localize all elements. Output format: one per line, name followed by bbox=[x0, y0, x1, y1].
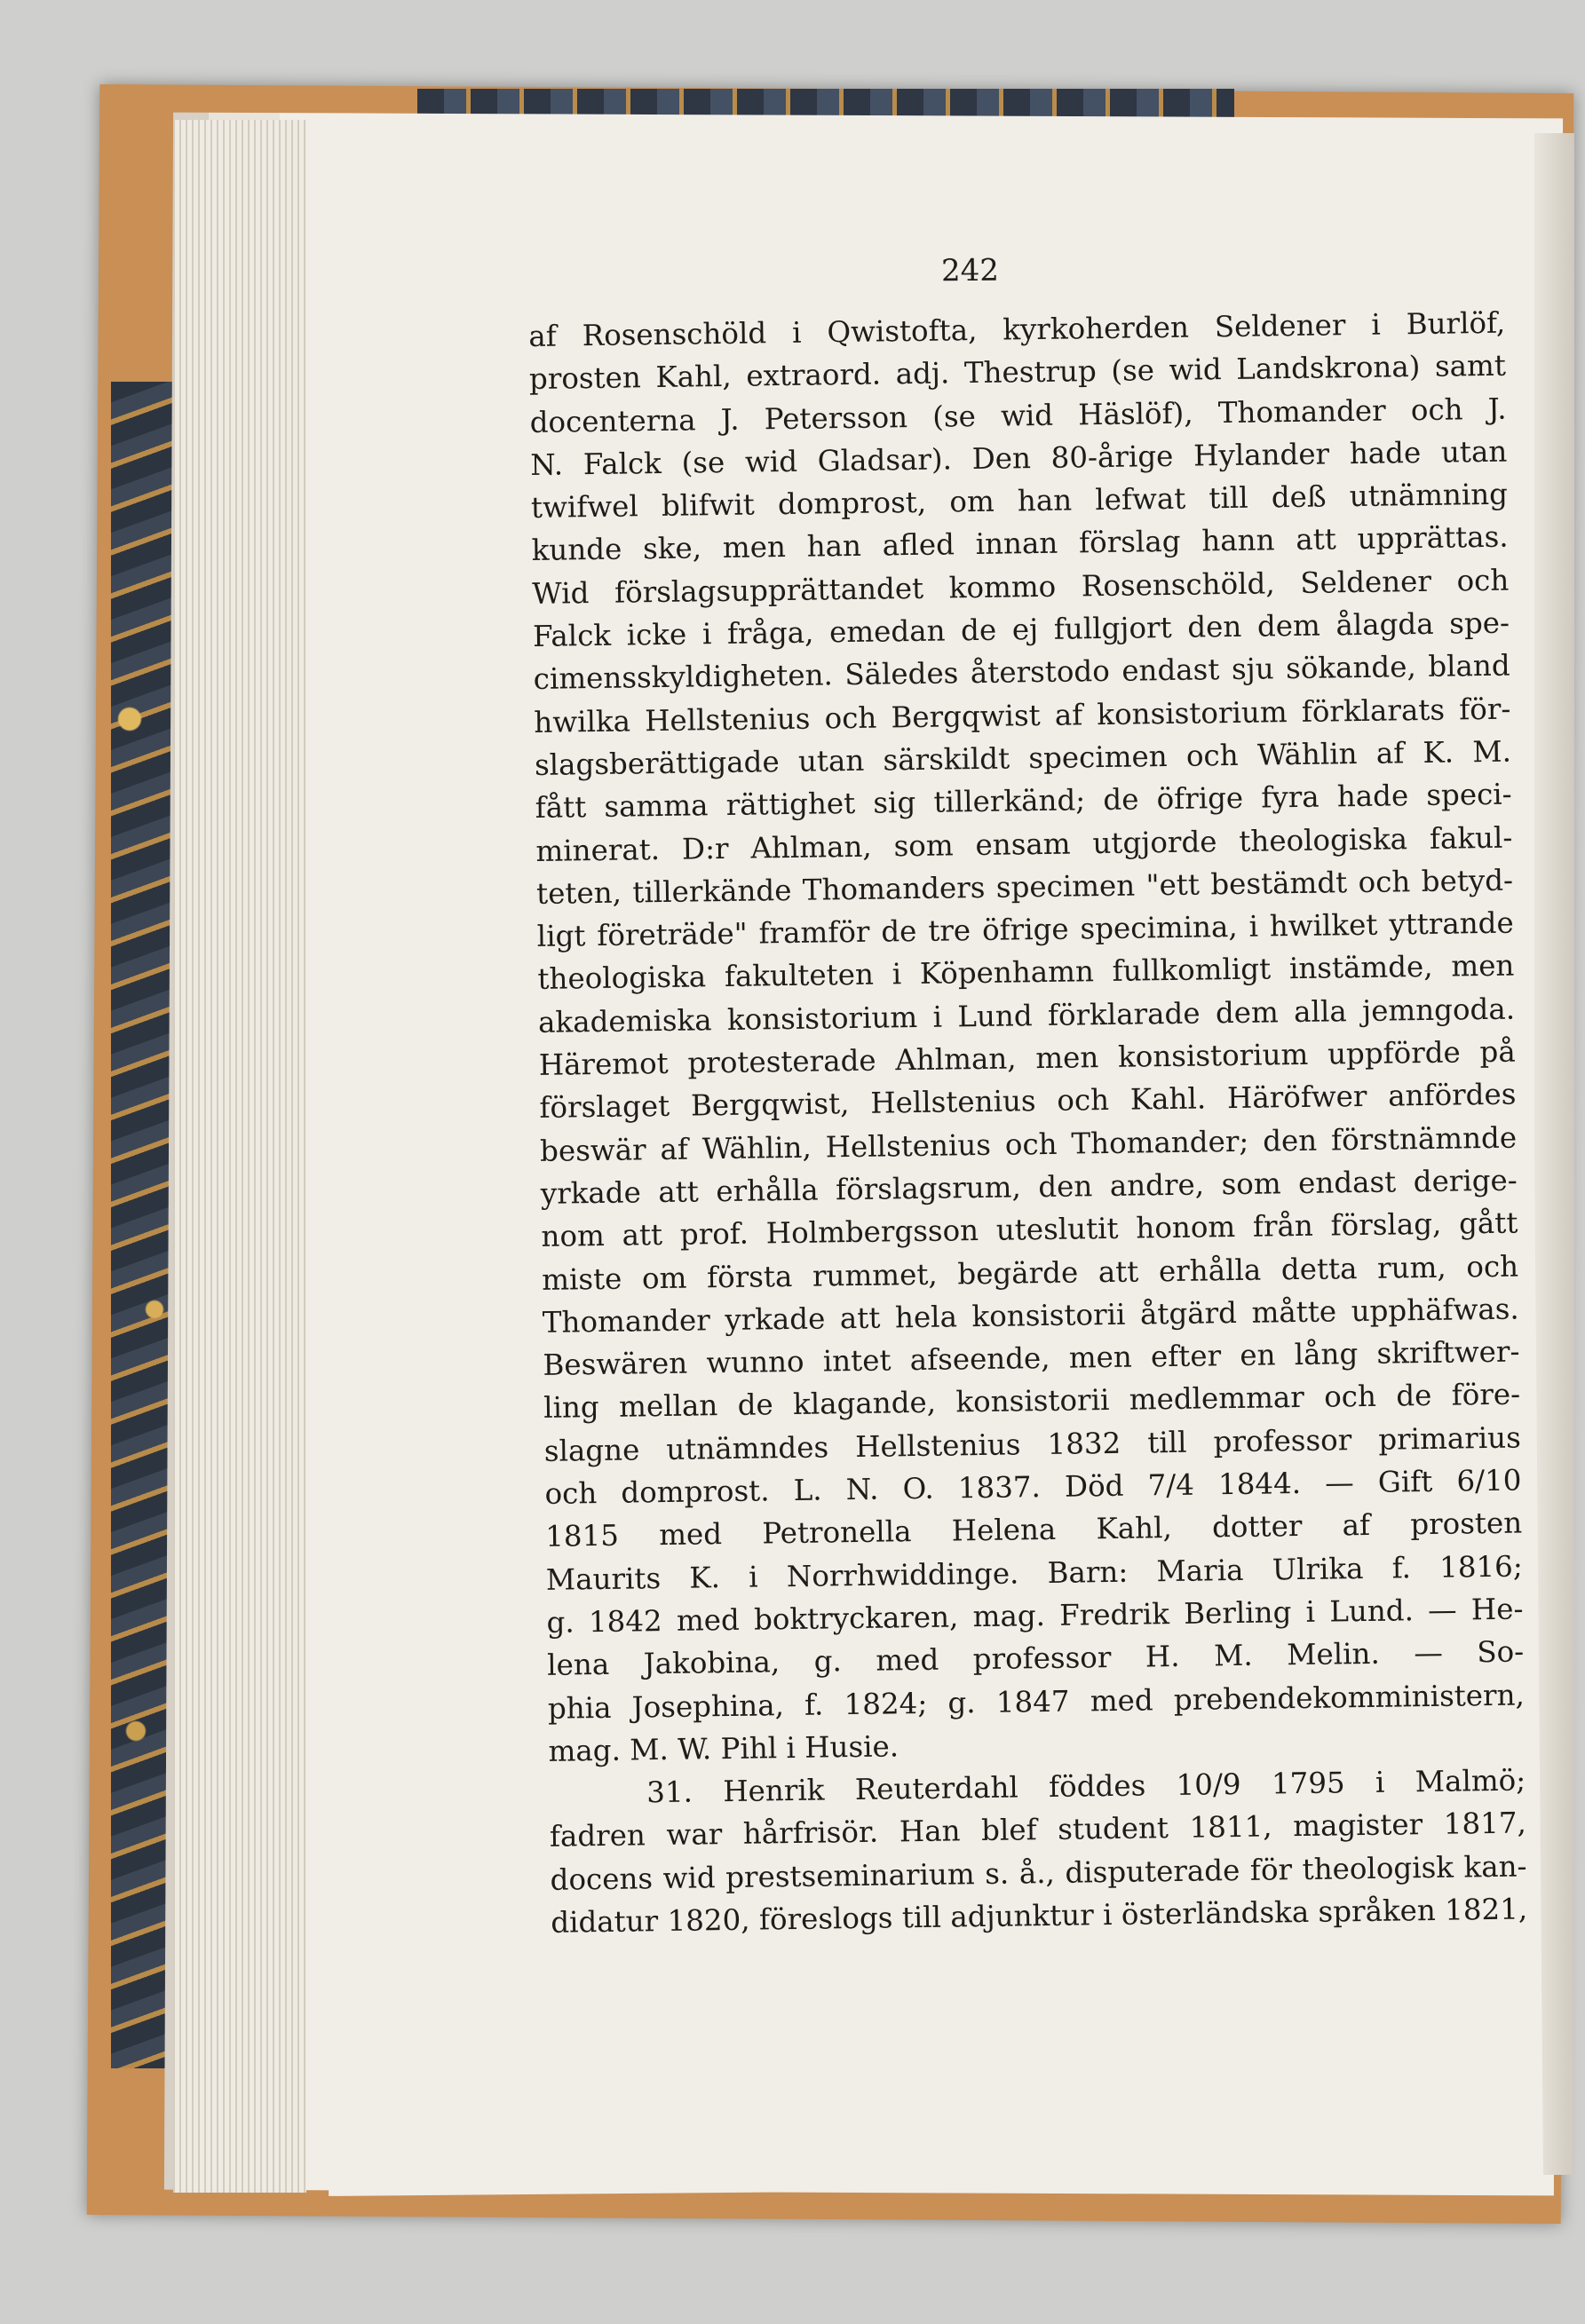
text-line: Thomander yrkade att hela konsistorii åtgärd måtte upphäfwas. bbox=[542, 1292, 1520, 1340]
text-line: lena Jakobina, g. med professor H. M. Melin. — So- bbox=[546, 1634, 1525, 1683]
text-line: kunde ske, men han afled innan förslag hann att upprättas. bbox=[531, 520, 1509, 568]
text-line: nom att prof. Holmbergsson uteslutit honom från förslag, gått bbox=[541, 1205, 1518, 1254]
text-line: Beswären wunno intet afseende, men efter en lång skriftwer- bbox=[543, 1334, 1520, 1383]
text-line: theologiska fakulteten i Köpenhamn fullkomligt instämde, men bbox=[537, 949, 1515, 997]
text-line: 1815 med Petronella Helena Kahl, dotter af prosten bbox=[544, 1506, 1523, 1554]
page-edges bbox=[173, 120, 306, 2193]
text-line: minerat. D:r Ahlman, som ensam utgjorde theologiska fakul- bbox=[535, 820, 1513, 868]
text-line: mag. M. W. Pihl i Husie. bbox=[548, 1729, 899, 1768]
text-line: ling mellan de klagande, konsistorii medlemmar och de före- bbox=[543, 1377, 1521, 1426]
text-line: teten, tillerkände Thomanders specimen "ett bestämdt och betyd- bbox=[535, 863, 1514, 911]
text-line: slagsberättigade utan särskildt specimen och Wählin af K. M. bbox=[534, 734, 1512, 782]
text-line: Falck icke i fråga, emedan de ej fullgjort den dem ålagda spe- bbox=[532, 605, 1510, 654]
text-line: g. 1842 med boktryckaren, mag. Fredrik Berling i Lund. — He- bbox=[546, 1592, 1524, 1640]
text-line: cimensskyldigheten. Säledes återstodo endast sju sökande, bland bbox=[533, 648, 1510, 697]
text-line: fått samma rättighet sig tillerkänd; de öfrige fyra hade speci- bbox=[535, 777, 1512, 826]
text-line: yrkade att erhålla förslagsrum, den andre, som endast derige- bbox=[540, 1163, 1518, 1211]
text-line: ligt företräde" framför de tre öfrige specimina, i hwilket yttrande bbox=[536, 905, 1514, 954]
text-line: 31. Henrik Reuterdahl föddes 10/9 1795 i Malmö; bbox=[646, 1763, 1526, 1810]
text-line: twifwel blifwit domprost, om han lefwat till deß utnämning bbox=[530, 477, 1509, 526]
text-line: phia Josephina, f. 1824; g. 1847 med prebendekomministern, bbox=[547, 1677, 1526, 1726]
text-line: Maurits K. i Norrhwiddinge. Barn: Maria Ulrika f. 1816; bbox=[545, 1549, 1524, 1597]
text-line: af Rosenschöld i Qwistofta, kyrkoherden Seldener i Burlöf, bbox=[528, 305, 1506, 353]
text-line: beswär af Wählin, Hellstenius och Thomander; den förstnämnde bbox=[539, 1120, 1518, 1168]
text-line: slagne utnämndes Hellstenius 1832 till professor primarius bbox=[543, 1420, 1522, 1468]
text-line: förslaget Bergqwist, Hellstenius och Kahl. Häröfwer anfördes bbox=[539, 1077, 1517, 1126]
text-line: prosten Kahl, extraord. adj. Thestrup (se wid Landskrona) samt bbox=[528, 348, 1507, 397]
text-line: Häremot protesterade Ahlman, men konsistorium uppförde på bbox=[538, 1034, 1516, 1082]
text-line: och domprost. L. N. O. 1837. Död 7/4 1844. — Gift 6/10 bbox=[544, 1463, 1522, 1511]
body-text bbox=[528, 302, 1528, 1944]
text-line: fadren war hårfrisör. Han blef student 1811, magister 1817, bbox=[549, 1806, 1527, 1854]
text-line: docenterna J. Petersson (se wid Häslöf), Thomander och J. bbox=[529, 391, 1507, 439]
text-line: akademiska konsistorium i Lund förklarade dem alla jemngoda. bbox=[537, 992, 1516, 1039]
marbled-cover-edge bbox=[111, 382, 173, 2068]
text-line: docens wid prestseminarium s. å., disputerade för theologisk kan- bbox=[550, 1849, 1527, 1897]
text-line: hwilka Hellstenius och Bergqwist af konsistorium förklarats för- bbox=[534, 692, 1511, 739]
text-line: Wid förslagsupprättandet kommo Rosenschöld, Seldener och bbox=[532, 563, 1510, 611]
text-line: miste om första rummet, begärde att erhålla detta rum, och bbox=[541, 1249, 1519, 1297]
text-line: N. Falck (se wid Gladsar). Den 80-årige Hylander hade utan bbox=[530, 434, 1508, 482]
text-line: didatur 1820, föreslogs till adjunktur i österländska språken 1821, bbox=[551, 1892, 1528, 1940]
page-number: 242 bbox=[940, 252, 1000, 289]
